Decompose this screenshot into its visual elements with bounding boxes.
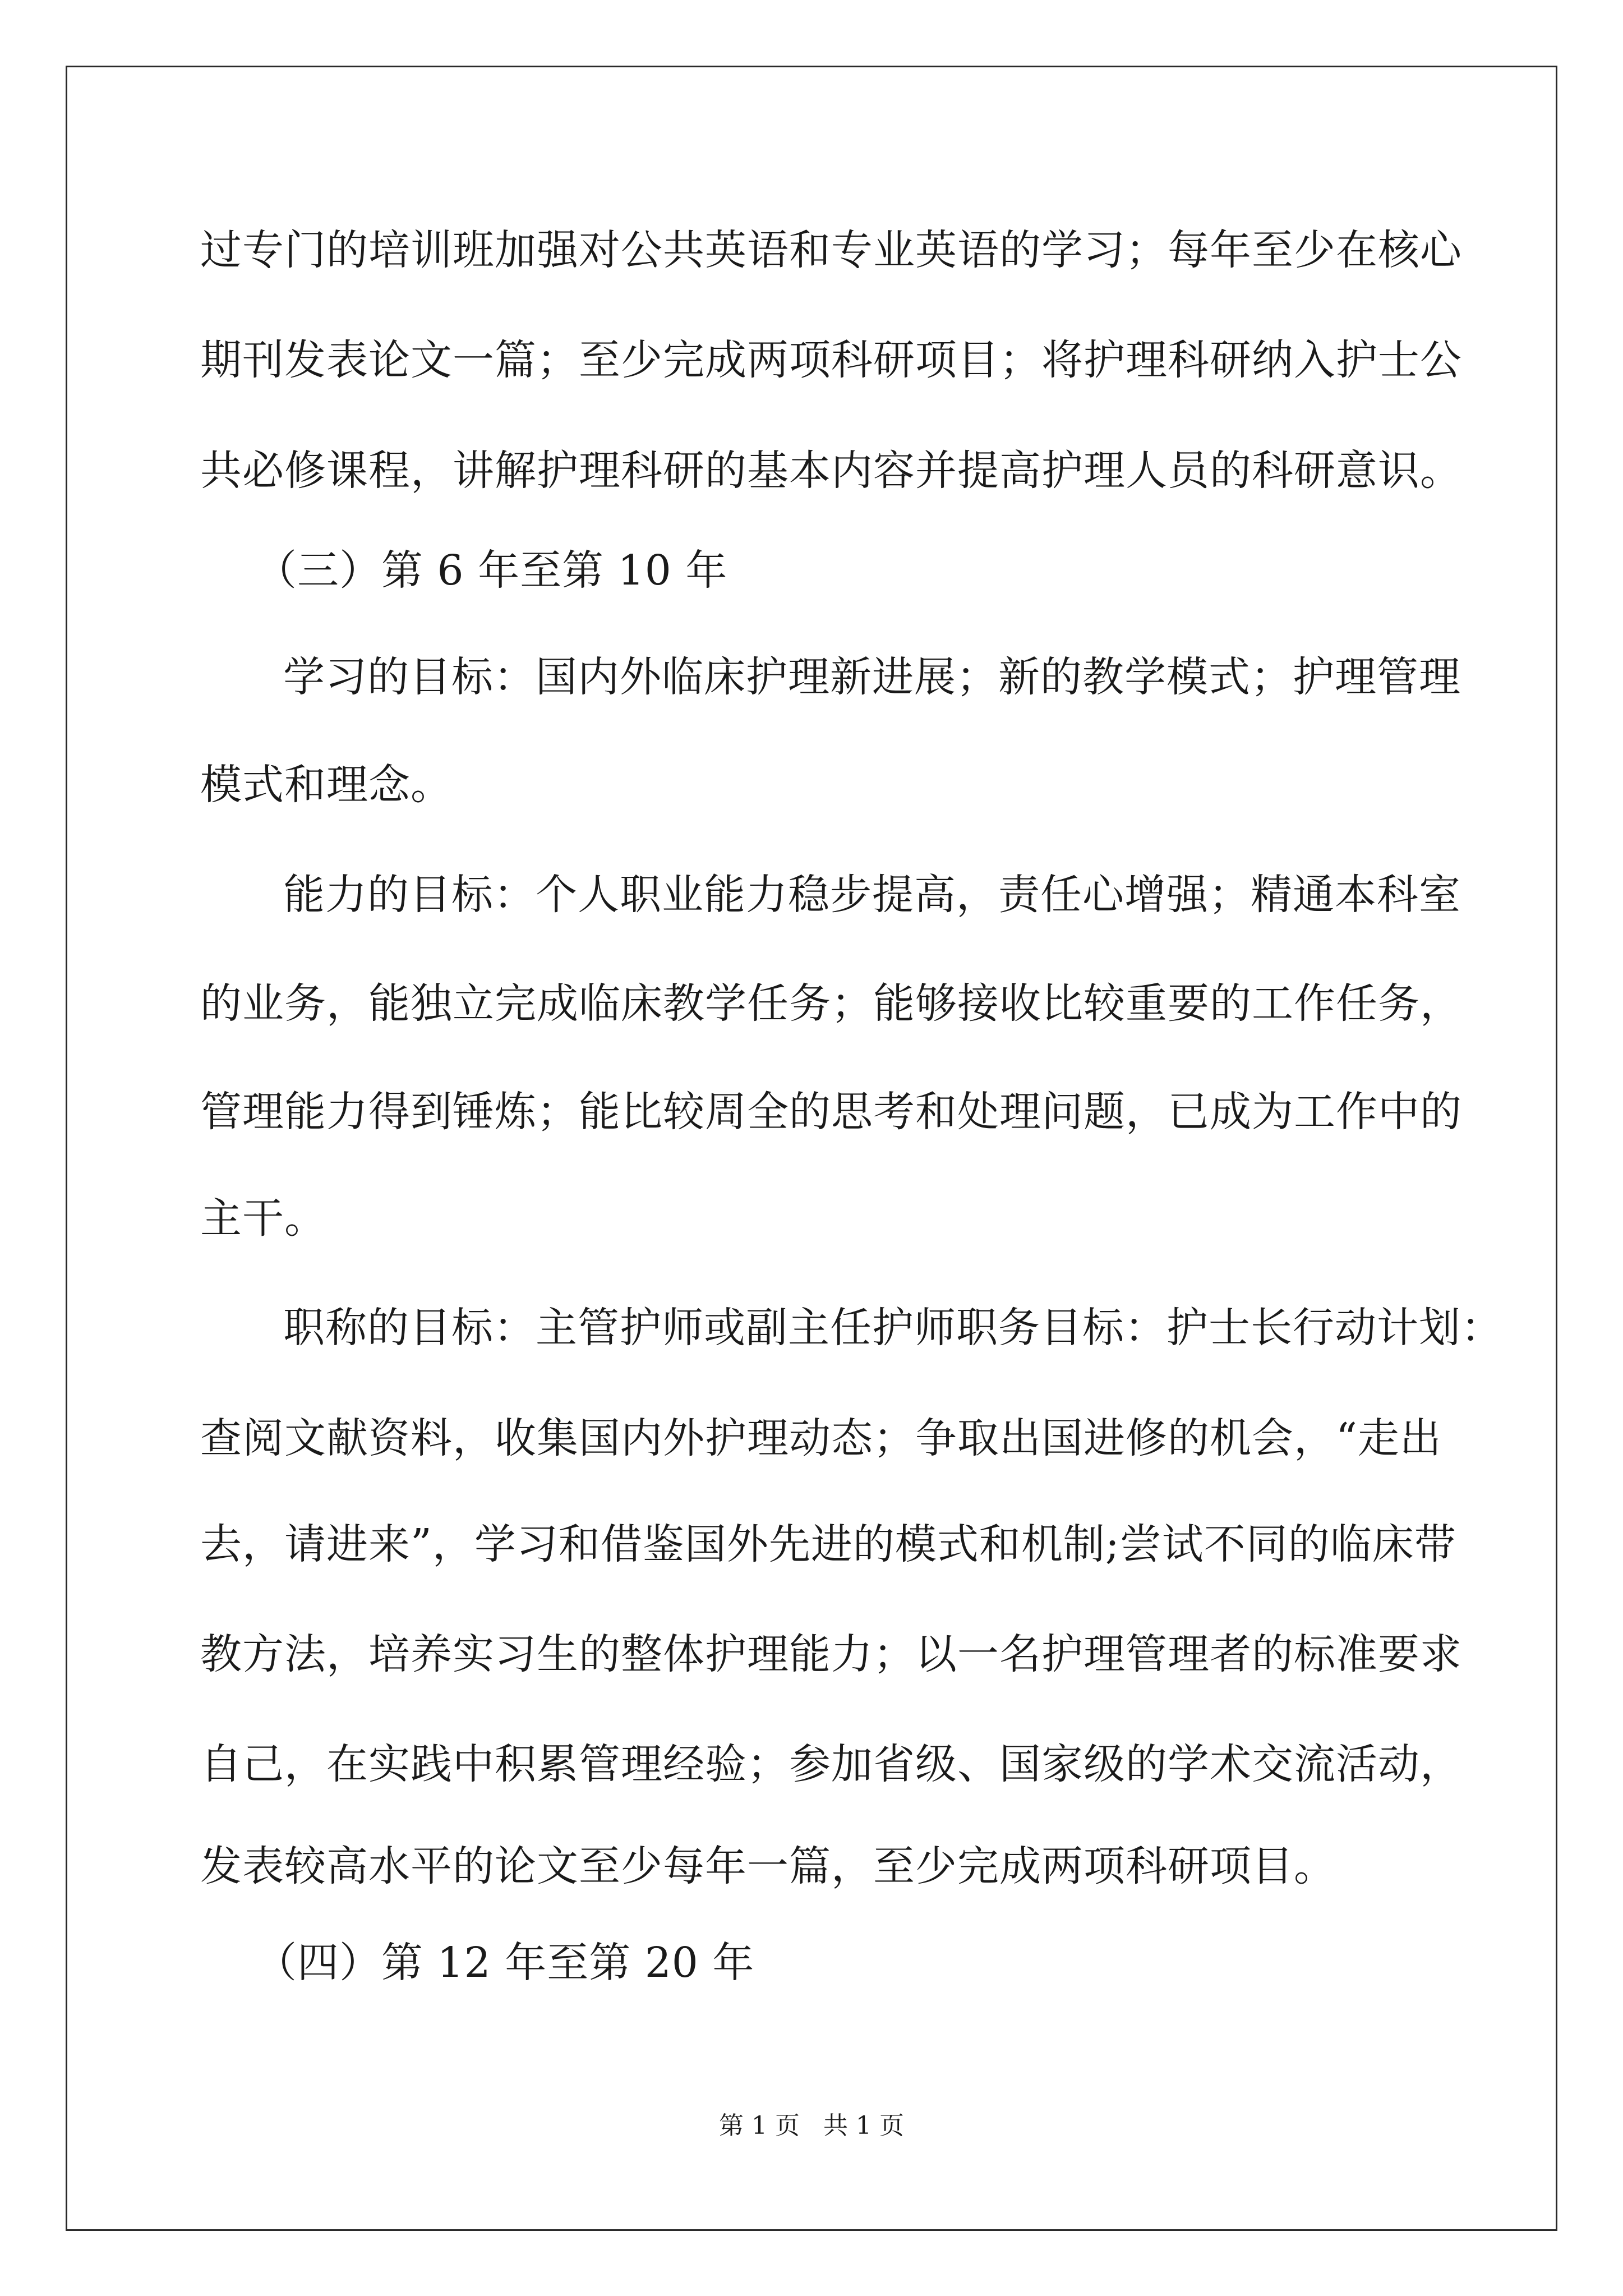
text-line: 教方法，培养实习生的整体护理能力；以一名护理管理者的标准要求 [200,1630,1462,1678]
text-line: 自己，在实践中积累管理经验；参加省级、国家级的学术交流活动， [200,1740,1462,1788]
section-heading: （四）第 12 年至第 20 年 [255,1939,755,1987]
text-line: 去，请进来”，学习和借鉴国外先进的模式和机制;尝试不同的临床带 [200,1520,1456,1568]
page-border [66,66,1557,2231]
text-line: 能力的目标：个人职业能力稳步提高，责任心增强；精通本科室 [283,871,1461,919]
section-heading: （三）第 6 年至第 10 年 [255,546,728,595]
text-line: 管理能力得到锤炼；能比较周全的思考和处理问题，已成为工作中的 [200,1088,1462,1136]
text-line: 主干。 [200,1194,326,1243]
text-line: 期刊发表论文一篇；至少完成两项科研项目；将护理科研纳入护士公 [200,336,1462,384]
text-line: 的业务，能独立完成临床教学任务；能够接收比较重要的工作任务， [200,979,1462,1028]
page-number-footer: 第 1 页 共 1 页 [719,2111,904,2140]
text-line: 职称的目标：主管护师或副主任护师职务目标：护士长行动计划： [283,1304,1503,1352]
text-line: 发表较高水平的论文至少每年一篇，至少完成两项科研项目。 [200,1842,1336,1890]
text-line: 模式和理念。 [200,761,453,809]
text-line: 共必修课程，讲解护理科研的基本内容并提高护理人员的科研意识。 [200,447,1462,495]
text-line: 查阅文献资料，收集国内外护理动态；争取出国进修的机会，“走出 [200,1414,1442,1462]
text-line: 过专门的培训班加强对公共英语和专业英语的学习；每年至少在核心 [200,226,1462,274]
text-line: 学习的目标：国内外临床护理新进展；新的教学模式；护理管理 [283,653,1461,701]
